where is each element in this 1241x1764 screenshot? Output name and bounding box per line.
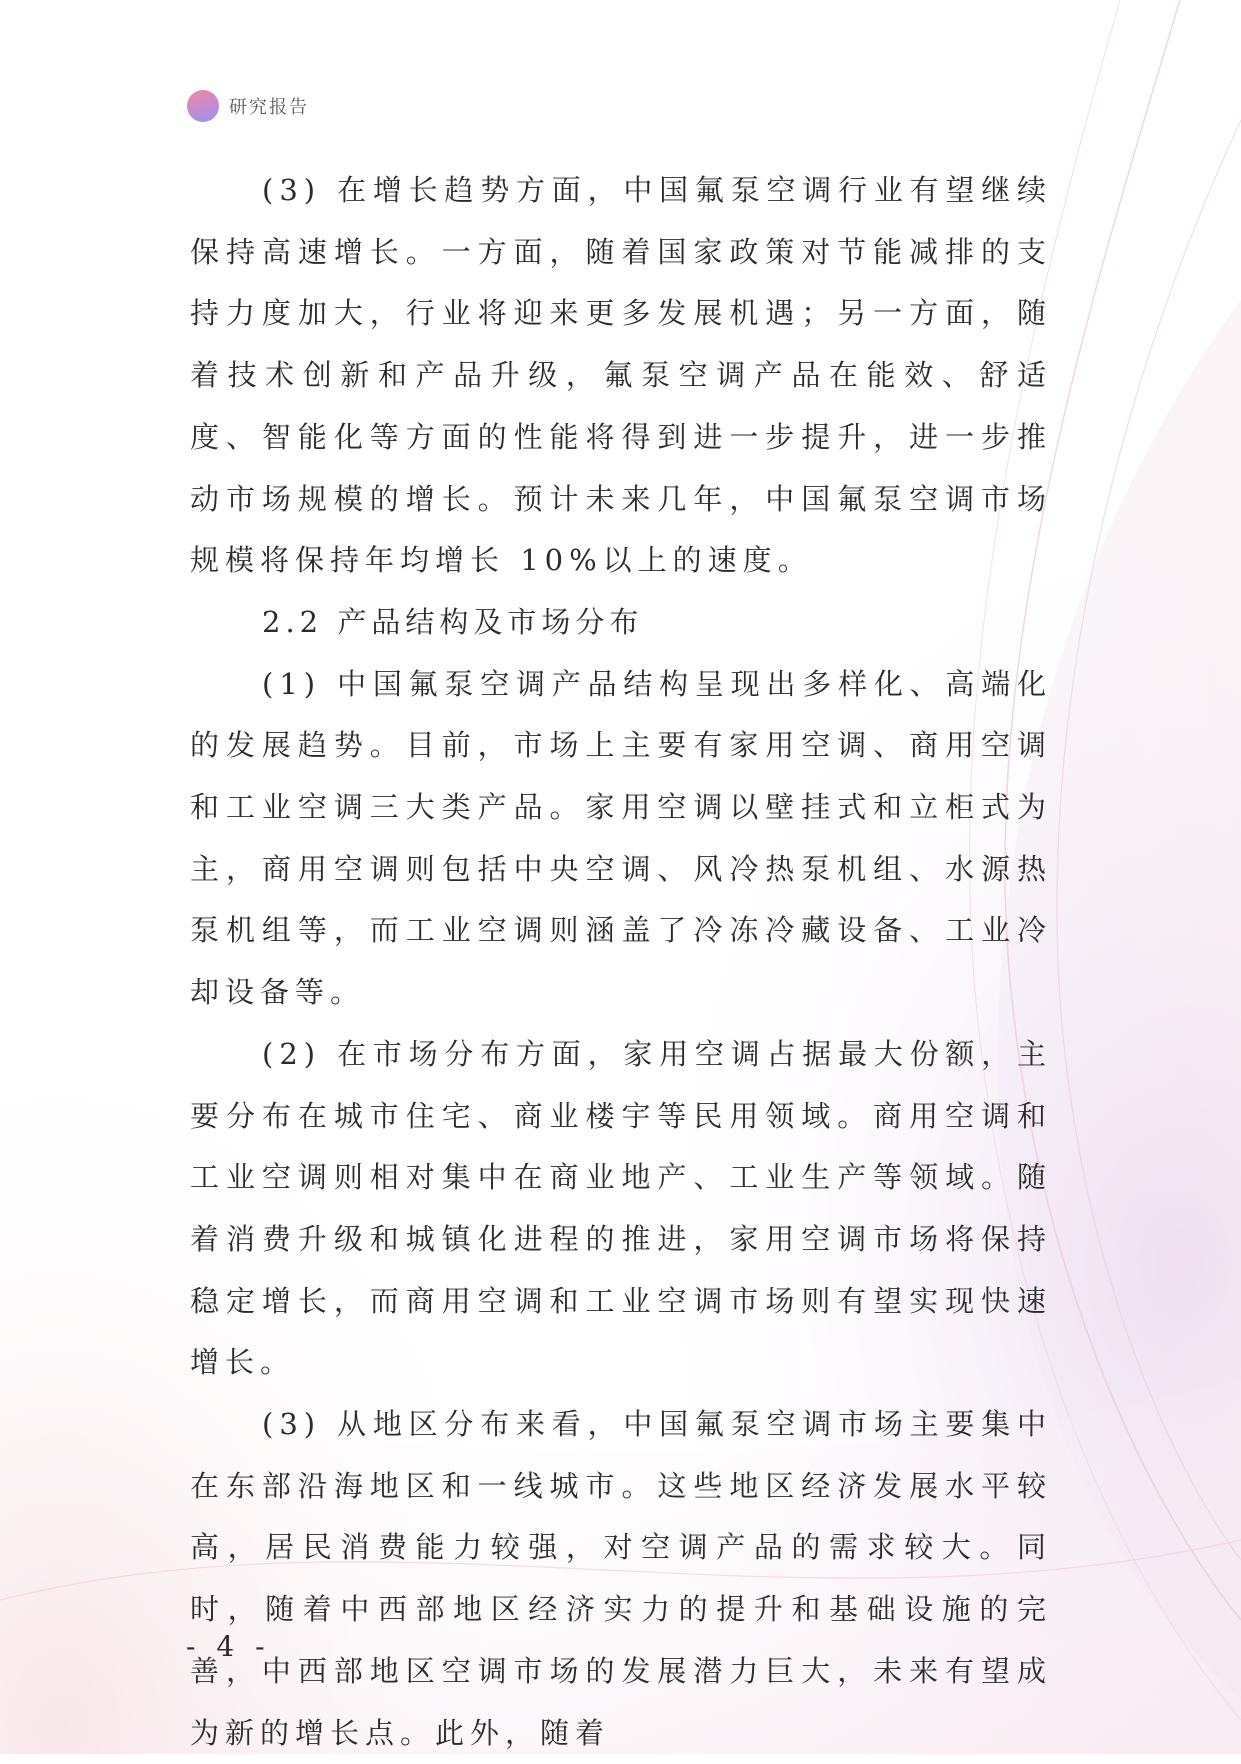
page-number: - 4 - [186,1630,271,1663]
gradient-circle-logo-icon [187,90,219,122]
paragraph-market-distribution: (2) 在市场分布方面，家用空调占据最大份额，主要分布在城市住宅、商业楼宇等民用领域。商用空调和工业空调则相对集中在商业地产、工业生产等领域。随着消费升级和城镇化进程的推进，家用空调市场将保持稳定增长，而商用空调和工业空调市场则有望实现快速增长。 [190,1036,1052,1380]
paragraph-product-structure: (1) 中国氟泵空调产品结构呈现出多样化、高端化的发展趋势。目前，市场上主要有家用空调、商用空调和工业空调三大类产品。家用空调以壁挂式和立柜式为主，商用空调则包括中央空调、风冷热泵机组、水源热泵机组等，而工业空调则涵盖了冷冻冷藏设备、工业冷却设备等。 [190,666,1052,1010]
header-label: 研究报告 [229,97,309,118]
document-body [190,160,1052,1764]
paragraph-growth-trend: (3) 在增长趋势方面，中国氟泵空调行业有望继续保持高速增长。一方面，随着国家政策对节能减排的支持力度加大，行业将迎来更多发展机遇；另一方面，随着技术创新和产品升级，氟泵空调产品在能效、舒适度、智能化等方面的性能将得到进一步提升，进一步推动市场规模的增长。预计未来几年，中国氟泵空调市场规模将保持年均增长 10%以上的速度。 [190,173,1052,578]
paragraph-regional-distribution: (3) 从地区分布来看，中国氟泵空调市场主要集中在东部沿海地区和一线城市。这些地区经济发展水平较高，居民消费能力较强，对空调产品的需求较大。同时，随着中西部地区经济实力的提升和基础设施的完善，中西部地区空调市场的发展潜力巨大，未来有望成为新的增长点。此外，随着 [190,1407,1052,1750]
section-heading: 2.2 产品结构及市场分布 [262,604,644,639]
report-header [187,90,309,122]
